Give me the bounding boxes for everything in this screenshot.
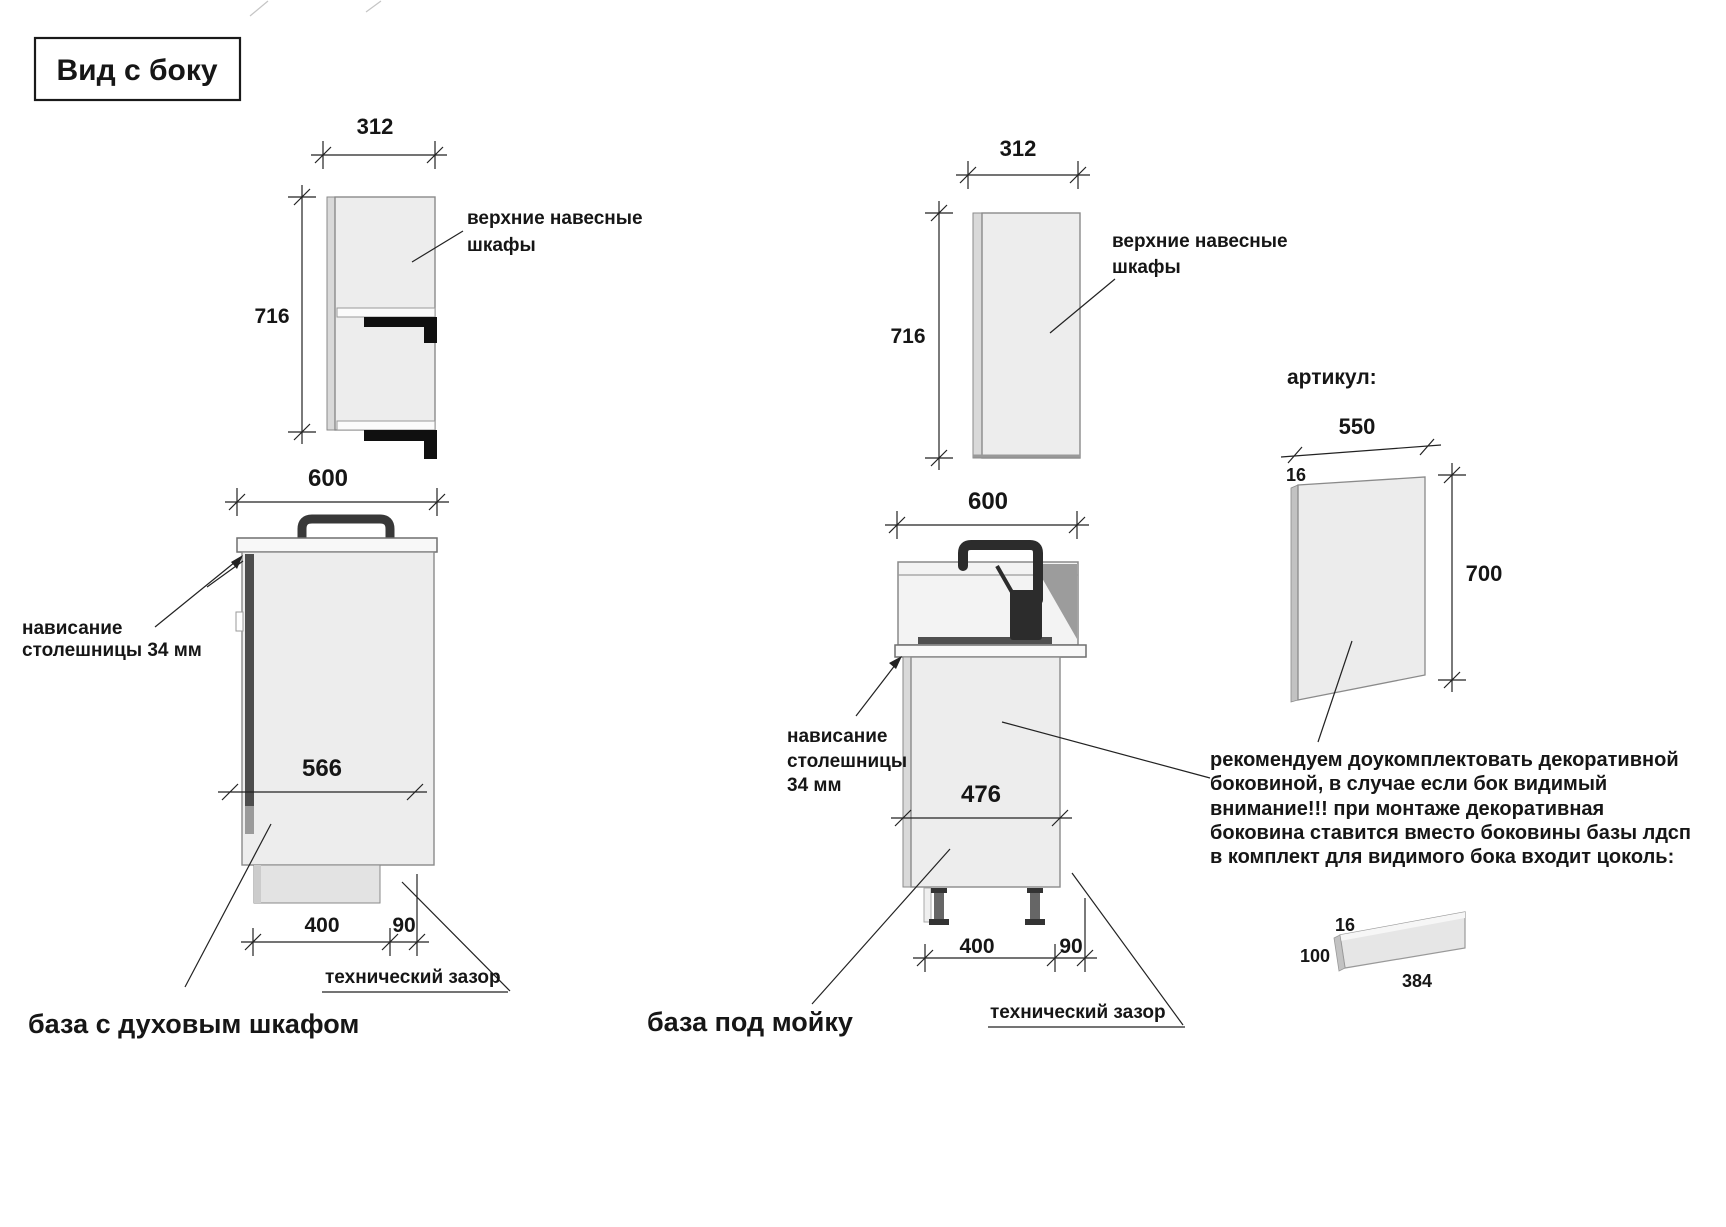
dim-width-312-mid [956,136,1090,189]
cabinet-front-edge [903,657,911,887]
cabinet-back-panel [327,197,335,430]
plinth-part [1300,912,1465,991]
overhang-note-sink [787,656,907,796]
dim-value: 400 [304,914,340,937]
overhang-note-oven [22,555,243,661]
cabinet-title: база с духовым шкафом [28,1009,360,1039]
dim-value: 600 [307,465,349,492]
cabinet-body [242,552,434,865]
dim-width-600-sink [885,488,1089,539]
page-title: Вид с боку [56,54,218,87]
cropped-top-ticks [250,1,381,16]
dim-value: 716 [254,305,290,328]
cabinet-bottom-shelf [337,421,435,430]
tech-gap-label: технический зазор [325,967,501,988]
dim-value: 476 [960,781,1002,808]
faucet-body [1010,590,1042,640]
oven-door-edge-lower [245,806,254,834]
dim-height-700 [1438,463,1502,692]
dim-value: 384 [1401,971,1433,991]
dim-width-312-left [311,114,447,169]
cabinet-shelf [337,308,435,317]
note-line-warning: внимание!!! при монтаже декоративная [1210,798,1605,820]
dim-value: 400 [959,935,995,958]
oven-base-cabinet [22,465,510,1039]
adjustable-legs [924,888,1045,925]
dim-width-550 [1281,414,1441,463]
note-line: в комплект для видимого бока входит цоколь: [1210,846,1675,868]
wall-cabinet-label: верхние навесные [467,208,643,229]
wall-cabinet-mid [890,136,1287,470]
note-line-warning: боковина ставится вместо боковины базы лдсп [1210,822,1691,844]
dim-width-600-oven [225,465,449,516]
oven-handle [302,519,390,540]
leader-line [185,824,271,987]
dim-value: 700 [1465,561,1503,586]
wall-cabinet-label: шкафы [467,235,536,256]
note-block [1002,722,1691,868]
overhang-label: нависание [22,618,123,639]
dim-value: 716 [890,325,926,348]
cabinet-body [911,657,1060,887]
cabinet-title: база под мойку [647,1007,853,1037]
dim-value: 566 [301,755,343,782]
dim-value: 312 [356,114,394,139]
overhang-label: нависание [787,726,888,747]
dim-value: 16 [1286,465,1307,485]
oven-door-edge [245,554,254,806]
wall-cabinet-left [254,114,642,459]
panel-edge [1291,485,1298,702]
overhang-label: столешницы 34 мм [22,640,202,661]
overhang-label: 34 мм [787,775,842,796]
dim-value: 312 [999,136,1037,161]
wall-cabinet-label: шкафы [1112,257,1181,278]
dim-value: 550 [1338,414,1376,439]
title-box [35,38,240,100]
leader-line [812,849,950,1004]
wall-cabinet-label: верхние навесные [1112,231,1288,252]
decor-side-panel [1281,366,1502,742]
note-line: рекомендуем доукомплектовать декоративной [1210,749,1679,771]
arrowhead [889,656,902,669]
shelf-bracket [424,317,437,343]
tech-gap-label: технический зазор [990,1002,1166,1023]
door-notch [236,612,243,631]
note-line: боковиной, в случае если бок видимый [1210,773,1608,795]
bottom-bracket [424,441,437,459]
cabinet-back-panel [973,213,982,458]
sku-heading: артикул: [1287,366,1377,389]
plinth-edge [254,865,261,903]
dim-value: 16 [1335,915,1356,935]
cabinet-body [982,213,1080,458]
dim-height-716-mid [890,201,953,470]
dim-value: 600 [967,488,1009,515]
dim-value: 100 [1300,946,1331,966]
plinth [254,865,380,903]
dim-value: 90 [392,914,416,937]
sink-base-cabinet [647,488,1185,1037]
overhang-label: столешницы [787,751,908,772]
countertop [237,538,437,552]
panel-face [1298,477,1425,700]
dim-value: 90 [1059,935,1083,958]
countertop [895,645,1086,657]
dim-height-716-left [254,185,316,444]
bottom-bracket [364,430,437,441]
